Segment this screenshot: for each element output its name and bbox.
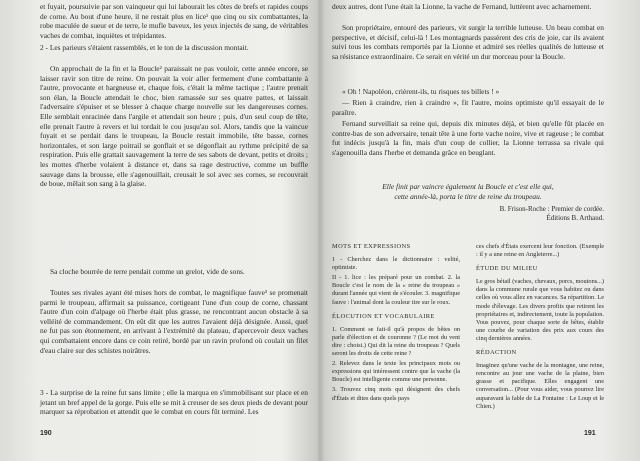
citation-author: B. Frison-Roche : Premier de cordée. <box>499 205 604 213</box>
exercise-text: 2. Relevez dans le texte les principaux mots ou expressions qui intéressent contre que la vache (la Boucle) est intelligente comme une personne. <box>332 360 460 384</box>
italic-line: Elle finit par vaincre également la Boucle et c'est elle qui, <box>382 182 554 191</box>
exercise-text: ces chefs d'États exercent leur fonction. (Exemple : il y a une reine en Angleterre...) <box>476 243 604 259</box>
page-number-left: 190 <box>40 430 52 437</box>
paragraph: deux autres, dont l'une était la Lionne, la vache de Fernand, luttèrent avec acharnement. <box>332 2 592 11</box>
paragraph: et fuyait, poursuivie par son vainqueur qui lui labourait les côtes de brefs et rapides coups de corne. Au bout d'une heure, il ne restait plus en lice¹ que cinq ou six combattantes, la robe maculée de sueur et de terre, le mufle baveux, les yeux injectés de sang, de véritables vaches de combat, inquiètes et trépidantes. <box>40 2 308 40</box>
source-citation <box>332 205 604 223</box>
paragraph: — Rien à craindre, rien à craindre », fit l'autre, moins optimiste qu'il essayait de le paraître. <box>332 98 604 117</box>
exercise-text: II - 1. lice : les préparé pour un combat. 2. la Boucle c'est le nom de la « reine du troupeau » durant l'année qui vient de s'écouler. 3. magnifique fauve : l'animal dont la couleur tire sur le roux. <box>332 274 460 306</box>
exercise-text: Le gros bétail (vaches, chevaux, porcs, moutons...) dans la commune rurale que vous habitez ou dans celles où vous allez en vacances. Sa répartition. Le mode d'élevage. Les divers profits que retirent les propriétaires et, indirectement, toute la population. Vous pouvez, pour chaque sorte de bêtes, établir une courbe de variation des prix aux cours des cinq dernières années. <box>476 278 604 342</box>
closing-italic <box>332 182 604 201</box>
paragraph: 2 - Les parieurs s'étaient rassemblés, et le ton de la discussion montait. <box>40 43 249 52</box>
paragraph: 3 - La surprise de la reine fut sans limite ; elle la marqua en s'immobilisant sur place et en jetant un bref appel de la gorge. Puis elle se mit à creuser de ses deux pieds de devant pour marquer sa réprobation et attendit que le combat en cours fût terminé. Les <box>40 388 308 417</box>
paragraph: Son propriétaire, entouré des parieurs, vit surgir la terrible lutteuse. Un beau combat en perspective, et décisif, celui-là ! Les montagnards passèrent des cris de joie, car ils avaient suivi tous les combats remportés par la Lionne et admiré ses réelles qualités de lutteuse et sa résistance extraordinaire. Ce serait en vérité un dur morceau pour la Boucle. <box>332 23 604 61</box>
exercise-text: 1 - Cherchez dans le dictionnaire : velité, optimiste. <box>332 256 460 272</box>
section-heading: MOTS ET EXPRESSIONS <box>332 243 411 250</box>
citation-publisher: Éditions B. Arthaud. <box>546 214 604 222</box>
section-heading: RÉDACTION <box>476 349 517 357</box>
exercise-column-right <box>476 243 604 413</box>
exercise-text: 3. Trouvez cinq mots qui désignent des chefs d'États et dites dans quels pays <box>332 386 460 402</box>
paragraph: Fernand surveillait sa reine qui, depuis dix minutes déjà, et bien qu'elle fût placée en contre-bas de son adversaire, tenait tête à une forte vache noire, vive et rageuse ; le combat fut indécis jusqu'à la fin, mais d'un coup de collier, la Lionne terrassa sa rivale qui s'agenouilla dans l'herbe et demanda grâce en beuglant. <box>332 119 604 157</box>
paragraph: « Oh ! Napoléon, crièrent-ils, tu risques tes billets ! » <box>342 87 500 96</box>
exercise-text: 1. Comment se fait-il qu'à propos de bêtes on parle d'élection et de couronne ? (Le mot du vent dire : choisi.) Qui dit la reine du troupeau ? Quels seront les droits de cette reine ? <box>332 325 460 358</box>
exercise-column-left <box>332 243 460 405</box>
paragraph: Sa cloche bourrée de terre pendait comme un grelot, vide de sons. <box>50 267 245 276</box>
paragraph: Toutes ses rivales ayant été mises hors de combat, le magnifique fauve³ se promenait parmi le troupeau, affirmait sa puissance, cortigeant l'une d'un coup de corne, chassant l'autre d'un coin d'alpage où l'herbe était plus grasse, ne rencontrant aucun obstacle à sa velléité de commandement. On eût dit que les autres l'avaient déjà désignée. Aussi, quel ne fut pas son étonnement, en arrivant à l'extrémité du plateau, d'apercevoir deux vaches qui combattaient encore dans ce coin retiré, bordé par un ravin profond où coulait un filet d'eau claire sur des schistes noirâtres. <box>40 288 308 355</box>
italic-line: cette année-là, porta le titre de reine du troupeau. <box>394 191 542 201</box>
page-number-right: 191 <box>584 430 596 437</box>
exercise-text: Imaginez qu'une vache de la montagne, une reine, rencontre au jour une vache de la plaine, bien grasse et pacifique. Elles engagent une conversation... (Pour vous aider, vous pourrez lire auparavant la fable de La Fontaine : Le Loup et le Chien.) <box>476 362 604 410</box>
section-heading: ÉLOCUTION ET VOCABULAIRE <box>332 312 435 320</box>
section-heading: ÉTUDE DU MILIEU <box>476 265 538 273</box>
paragraph: On approchait de la fin et la Boucle² paraissait ne pas vouloir, cette année encore, se laisser ravir son titre de reine. On pouvait la voir aller fermement d'une combattante à l'autre, provocante et hargneuse et, chaque fois, c'était la même tactique ; l'autre prenait son élan, la Boucle attendait le choc, bien ramassée sur ses quatre pattes, et laissait l'adversaire s'épuiser et se blesser à chaque charge nouvelle sur les dangereuses cornes. Elle semblait enracinée dans l'argile et attendait son heure ; puis, d'un seul coup de tête, elle prenait l'autre à revers et lui tordait le cou jusqu'au sol. Alors, tandis que la vaincue fuyait et se perdait dans le troupeau, la Boucle restait immobile, tête basse, cornes horizontales, et son large poitrail se gonflait et se dégonflait au rythme précipité de sa respiration. Puis elle grattait sauvagement la terre de ses sabots de devant, petits et droits ; les mottes d'herbe volaient à distance et, dans sa rage destructive, comme un buffle sauvage dans la brousse, elle s'agenouillait, creusait le sol avec ses cornes, se recouvrait de boue, mêlait son sang à la glaise. <box>40 64 308 189</box>
